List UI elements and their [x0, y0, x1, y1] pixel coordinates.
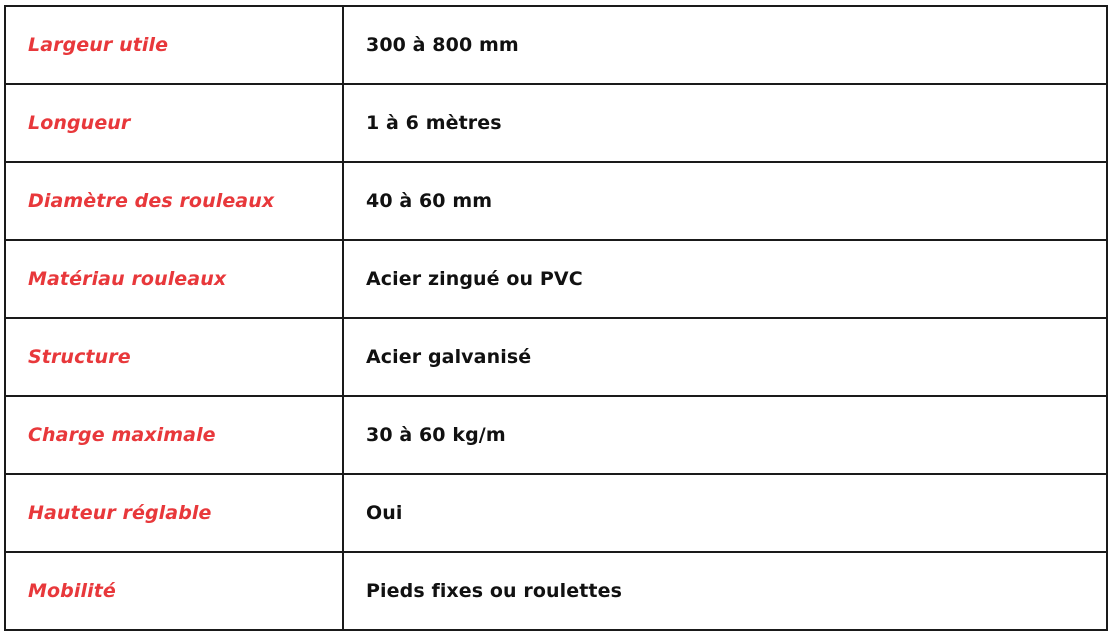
row-label: Mobilité: [5, 552, 343, 630]
row-value: 40 à 60 mm: [343, 162, 1107, 240]
table-row: [5, 318, 1107, 396]
row-label: Matériau rouleaux: [5, 240, 343, 318]
row-value: Acier galvanisé: [343, 318, 1107, 396]
row-label: Charge maximale: [5, 396, 343, 474]
row-value: Acier zingué ou PVC: [343, 240, 1107, 318]
row-label: Largeur utile: [5, 6, 343, 84]
row-label: Structure: [5, 318, 343, 396]
row-label: Diamètre des rouleaux: [5, 162, 343, 240]
table-row: [5, 240, 1107, 318]
table-row: [5, 396, 1107, 474]
row-value: 30 à 60 kg/m: [343, 396, 1107, 474]
spec-table: [4, 5, 1108, 631]
row-value: 300 à 800 mm: [343, 6, 1107, 84]
row-value: 1 à 6 mètres: [343, 84, 1107, 162]
table-row: [5, 162, 1107, 240]
row-value: Pieds fixes ou roulettes: [343, 552, 1107, 630]
table-row: [5, 84, 1107, 162]
table-row: [5, 552, 1107, 630]
table-row: [5, 474, 1107, 552]
row-label: Longueur: [5, 84, 343, 162]
row-label: Hauteur réglable: [5, 474, 343, 552]
table-row: [5, 6, 1107, 84]
row-value: Oui: [343, 474, 1107, 552]
